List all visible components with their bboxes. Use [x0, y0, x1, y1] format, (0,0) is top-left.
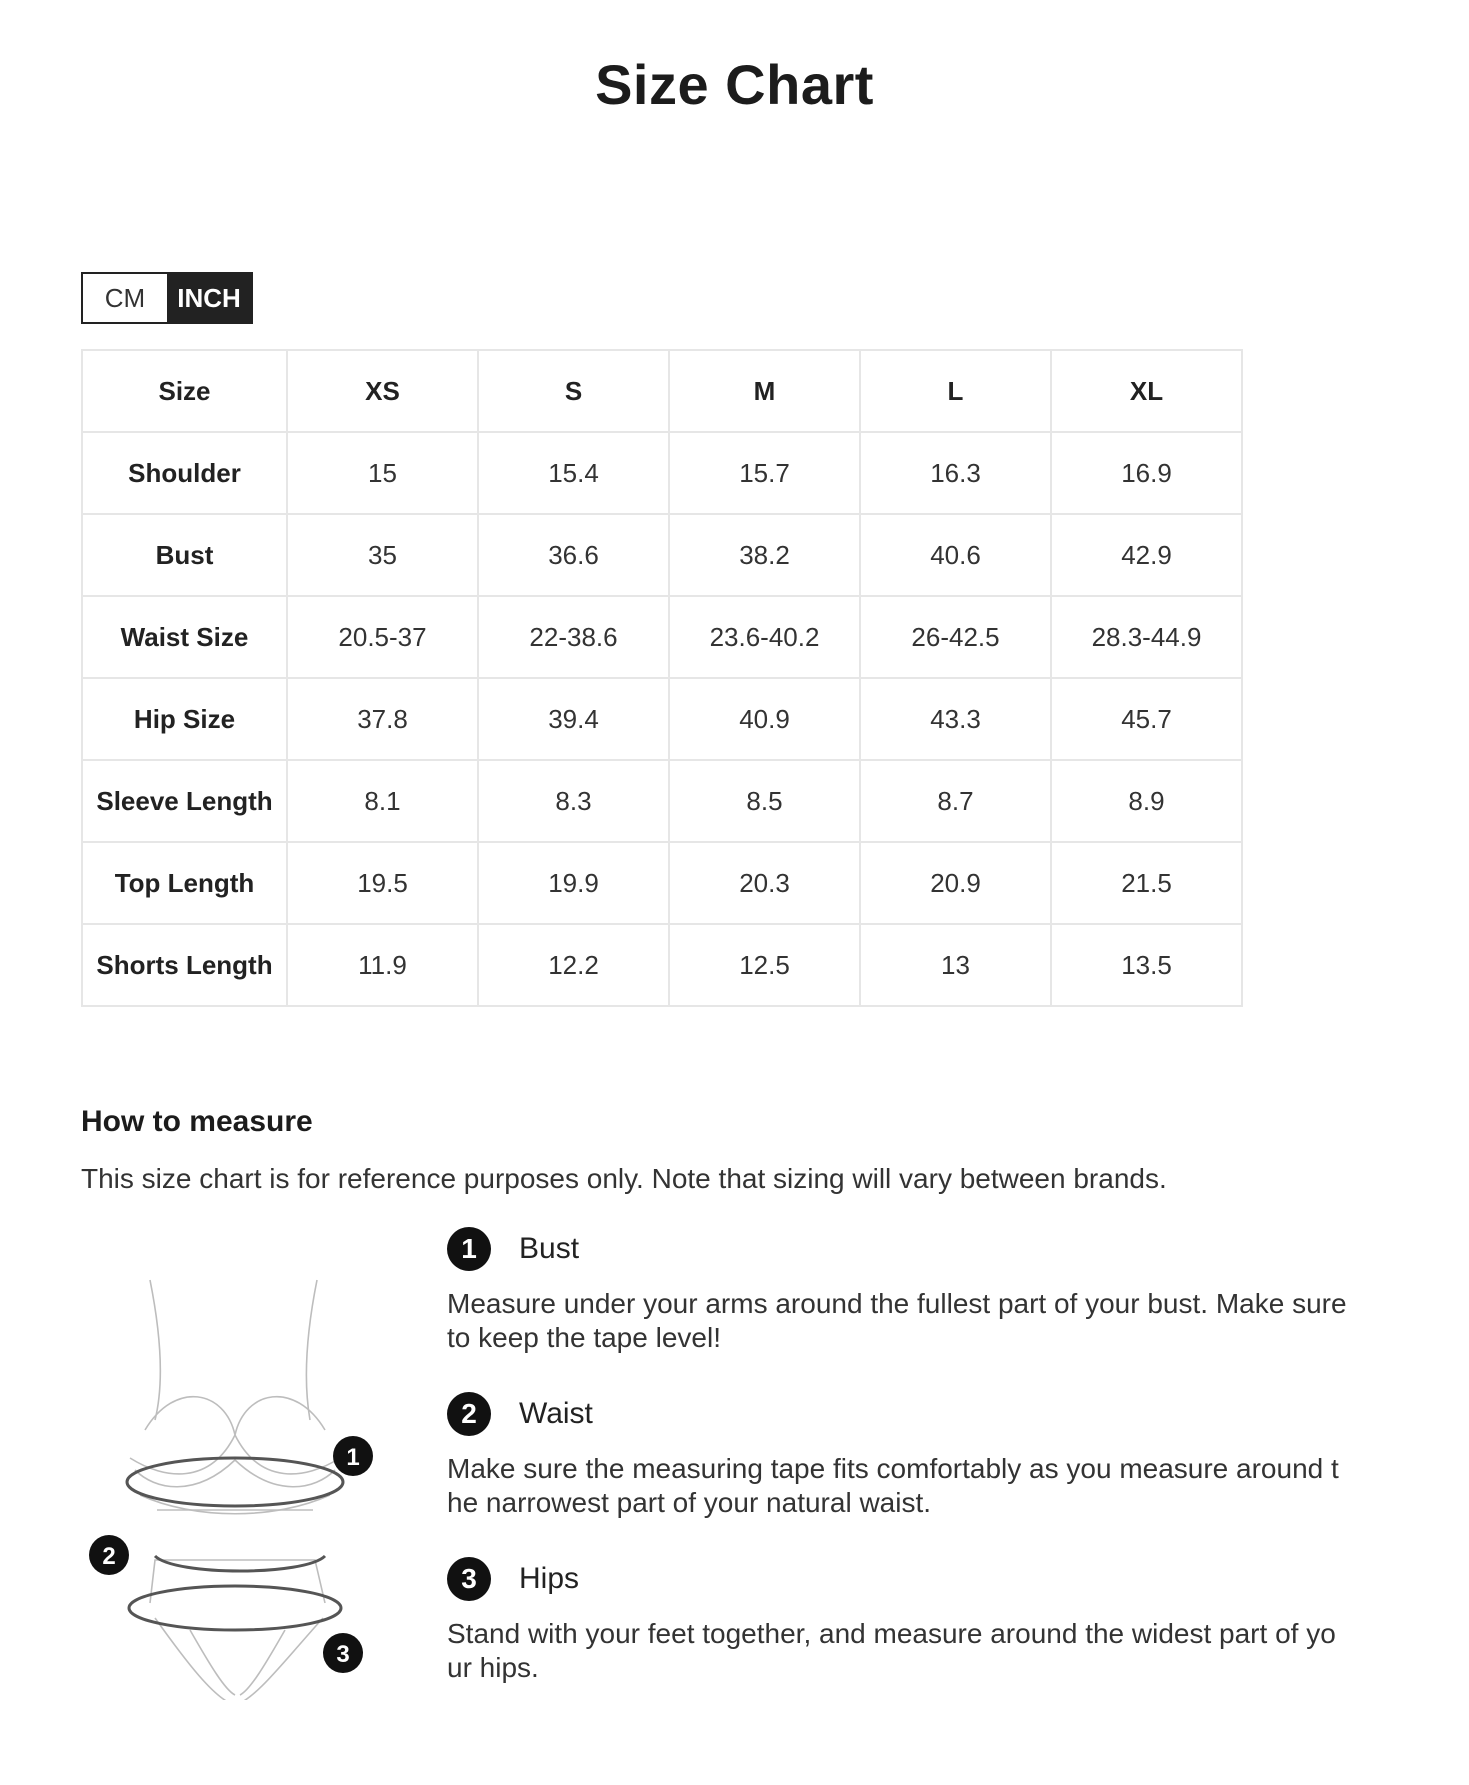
header-l: L	[860, 350, 1051, 432]
row-label: Sleeve Length	[82, 760, 287, 842]
table-cell: 38.2	[669, 514, 860, 596]
table-cell: 11.9	[287, 924, 478, 1006]
diagram-marker-3	[323, 1633, 363, 1673]
table-cell: 12.5	[669, 924, 860, 1006]
table-cell: 22-38.6	[478, 596, 669, 678]
row-label: Waist Size	[82, 596, 287, 678]
table-cell: 15.7	[669, 432, 860, 514]
step-number-badge: 3	[447, 1557, 491, 1601]
table-cell: 12.2	[478, 924, 669, 1006]
unit-toggle	[81, 272, 253, 324]
step-description: Stand with your feet together, and measure around the widest part of your hips.	[447, 1618, 1336, 1683]
step-title: Waist	[519, 1397, 593, 1430]
table-cell: 40.6	[860, 514, 1051, 596]
row-label: Top Length	[82, 842, 287, 924]
table-cell: 40.9	[669, 678, 860, 760]
table-cell: 45.7	[1051, 678, 1242, 760]
svg-text:1: 1	[346, 1444, 360, 1471]
unit-inch-button[interactable]: INCH	[167, 274, 251, 322]
table-cell: 8.3	[478, 760, 669, 842]
row-label: Hip Size	[82, 678, 287, 760]
diagram-marker-1	[333, 1436, 373, 1476]
table-cell: 13	[860, 924, 1051, 1006]
table-cell: 16.3	[860, 432, 1051, 514]
table-row	[82, 924, 1242, 1006]
step-description: Make sure the measuring tape fits comfortably as you measure around the narrowest part of your natural waist.	[447, 1453, 1339, 1518]
row-label: Bust	[82, 514, 287, 596]
header-size: Size	[82, 350, 287, 432]
bikini-measure-diagram	[85, 1270, 385, 1700]
table-row	[82, 678, 1242, 760]
table-row	[82, 842, 1242, 924]
table-row	[82, 432, 1242, 514]
table-cell: 37.8	[287, 678, 478, 760]
table-cell: 13.5	[1051, 924, 1242, 1006]
svg-text:3: 3	[336, 1641, 350, 1668]
measure-step-hips	[447, 1555, 1347, 1685]
table-row	[82, 596, 1242, 678]
table-row	[82, 760, 1242, 842]
table-cell: 20.9	[860, 842, 1051, 924]
header-xl: XL	[1051, 350, 1242, 432]
table-cell: 8.5	[669, 760, 860, 842]
table-header-row	[82, 350, 1242, 432]
page-title: Size Chart	[595, 53, 874, 116]
table-cell: 20.5-37	[287, 596, 478, 678]
table-cell: 43.3	[860, 678, 1051, 760]
table-cell: 15	[287, 432, 478, 514]
table-cell: 8.9	[1051, 760, 1242, 842]
table-cell: 26-42.5	[860, 596, 1051, 678]
step-description: Measure under your arms around the fullest part of your bust. Make sure to keep the tape level!	[447, 1288, 1347, 1353]
step-number-badge: 2	[447, 1392, 491, 1436]
table-cell: 16.9	[1051, 432, 1242, 514]
row-label: Shorts Length	[82, 924, 287, 1006]
table-row	[82, 514, 1242, 596]
table-cell: 21.5	[1051, 842, 1242, 924]
size-table	[81, 349, 1243, 1007]
reference-note: This size chart is for reference purposes only. Note that sizing will vary between brands.	[81, 1163, 1167, 1194]
table-cell: 42.9	[1051, 514, 1242, 596]
step-title: Bust	[519, 1232, 580, 1265]
table-cell: 15.4	[478, 432, 669, 514]
table-cell: 19.9	[478, 842, 669, 924]
unit-cm-button[interactable]: CM	[83, 274, 167, 322]
header-s: S	[478, 350, 669, 432]
diagram-marker-2	[89, 1535, 129, 1575]
table-cell: 19.5	[287, 842, 478, 924]
table-cell: 36.6	[478, 514, 669, 596]
row-label: Shoulder	[82, 432, 287, 514]
table-cell: 39.4	[478, 678, 669, 760]
measure-step-bust	[447, 1225, 1347, 1355]
header-m: M	[669, 350, 860, 432]
table-cell: 35	[287, 514, 478, 596]
table-cell: 20.3	[669, 842, 860, 924]
svg-text:2: 2	[102, 1543, 116, 1570]
step-number-badge: 1	[447, 1227, 491, 1271]
step-title: Hips	[519, 1562, 580, 1595]
how-to-measure-heading: How to measure	[81, 1105, 313, 1138]
table-cell: 28.3-44.9	[1051, 596, 1242, 678]
table-cell: 8.7	[860, 760, 1051, 842]
header-xs: XS	[287, 350, 478, 432]
measure-step-waist	[447, 1390, 1347, 1520]
table-cell: 8.1	[287, 760, 478, 842]
table-cell: 23.6-40.2	[669, 596, 860, 678]
